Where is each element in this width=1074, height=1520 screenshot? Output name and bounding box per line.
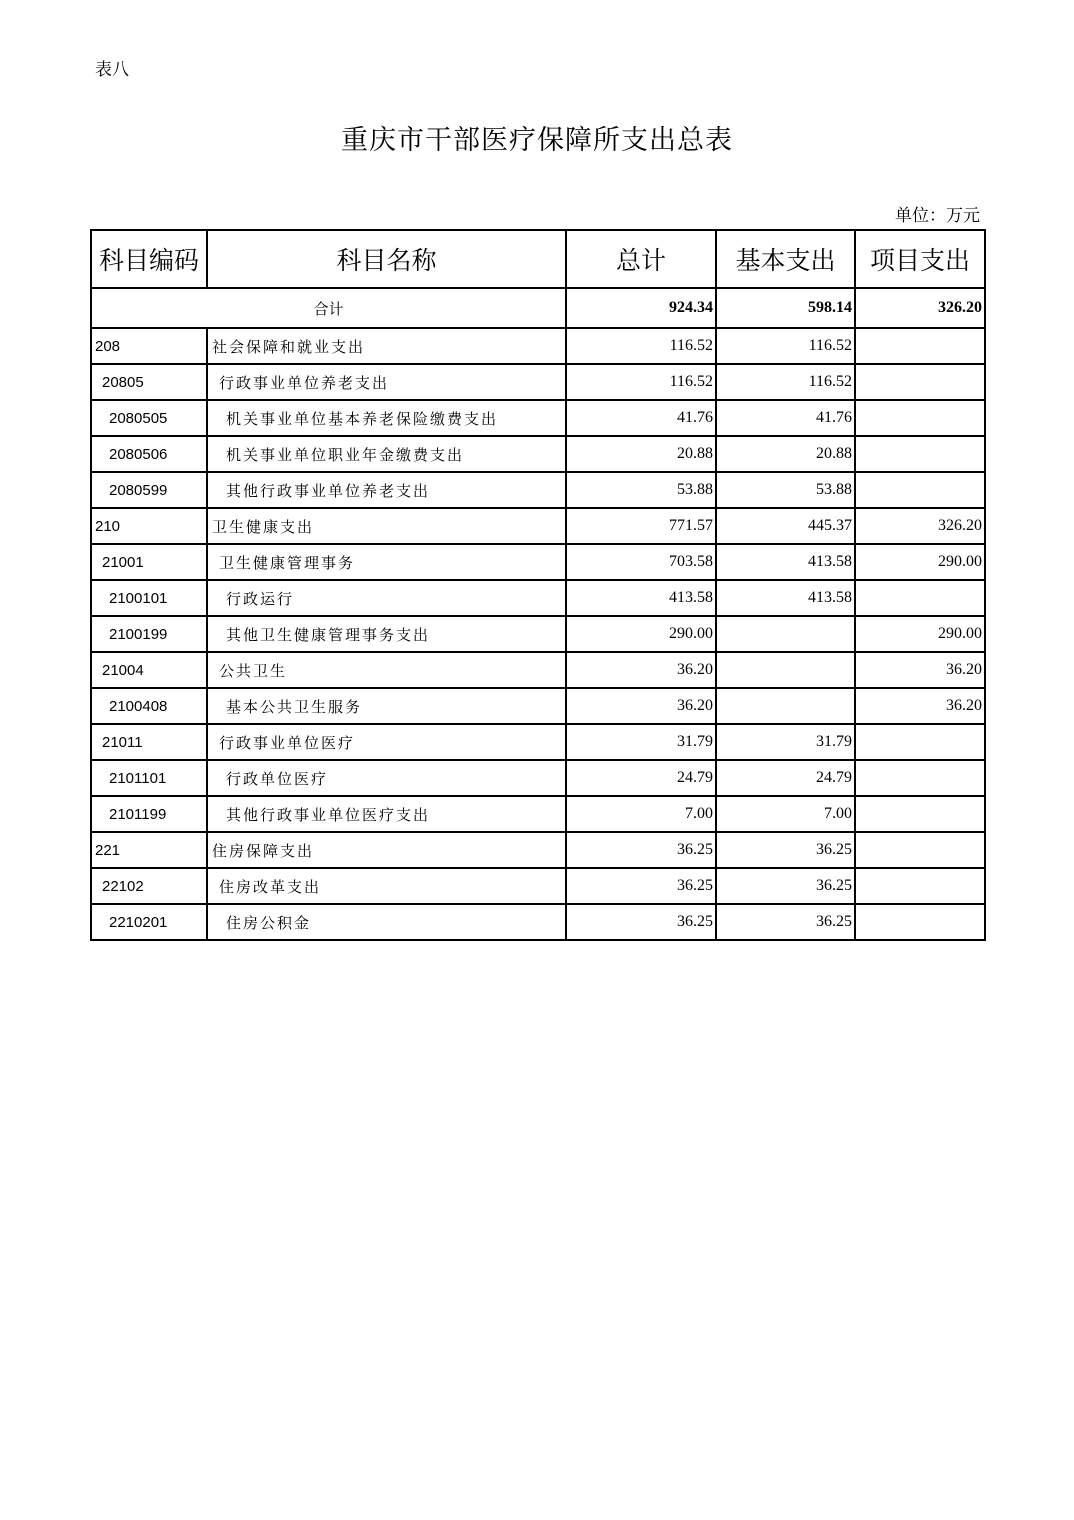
table-row [91,832,985,868]
row-code: 22102 [91,868,207,904]
row-total: 771.57 [566,508,716,544]
row-name: 机关事业单位基本养老保险缴费支出 [207,400,566,436]
header-total: 总计 [566,230,716,288]
row-name: 住房保障支出 [207,832,566,868]
row-basic: 36.25 [716,832,855,868]
row-total: 36.25 [566,868,716,904]
row-project [855,832,985,868]
row-basic: 116.52 [716,364,855,400]
table-row [91,868,985,904]
row-project: 36.20 [855,688,985,724]
row-basic: 24.79 [716,760,855,796]
row-total: 36.25 [566,904,716,940]
row-basic: 116.52 [716,328,855,364]
row-code: 2080506 [91,436,207,472]
row-code: 20805 [91,364,207,400]
page-title: 重庆市干部医疗保障所支出总表 [341,125,733,156]
row-name: 行政运行 [207,580,566,616]
table-row [91,760,985,796]
table-row [91,796,985,832]
row-name: 卫生健康管理事务 [207,544,566,580]
row-project [855,328,985,364]
table-row [91,904,985,940]
row-basic: 36.25 [716,868,855,904]
total-label: 合计 [91,288,566,328]
row-name: 行政单位医疗 [207,760,566,796]
row-code: 2101199 [91,796,207,832]
row-name: 其他行政事业单位养老支出 [207,472,566,508]
row-basic [716,616,855,652]
row-basic [716,652,855,688]
row-total: 290.00 [566,616,716,652]
table-row [91,472,985,508]
table-row [91,328,985,364]
row-total: 20.88 [566,436,716,472]
row-total: 24.79 [566,760,716,796]
row-total: 116.52 [566,328,716,364]
row-total: 7.00 [566,796,716,832]
row-total: 703.58 [566,544,716,580]
row-project [855,400,985,436]
row-basic: 445.37 [716,508,855,544]
table-label: 表八 [95,60,129,80]
table-row [91,508,985,544]
row-basic [716,688,855,724]
row-project: 326.20 [855,508,985,544]
total-project: 326.20 [855,288,985,328]
row-project [855,796,985,832]
total-row [91,288,985,328]
row-basic: 413.58 [716,544,855,580]
row-total: 41.76 [566,400,716,436]
row-total: 53.88 [566,472,716,508]
unit-label: 单位：万元 [895,206,980,226]
header-project: 项目支出 [855,230,985,288]
table-row [91,400,985,436]
row-basic: 53.88 [716,472,855,508]
row-basic: 7.00 [716,796,855,832]
table-row [91,616,985,652]
row-project [855,364,985,400]
row-name: 其他卫生健康管理事务支出 [207,616,566,652]
row-basic: 31.79 [716,724,855,760]
table-row [91,436,985,472]
total-basic: 598.14 [716,288,855,328]
row-project: 36.20 [855,652,985,688]
total-total: 924.34 [566,288,716,328]
row-code: 2100199 [91,616,207,652]
row-name: 社会保障和就业支出 [207,328,566,364]
row-code: 2101101 [91,760,207,796]
row-code: 2100101 [91,580,207,616]
row-project [855,436,985,472]
row-name: 行政事业单位医疗 [207,724,566,760]
row-name: 基本公共卫生服务 [207,688,566,724]
row-project [855,724,985,760]
header-basic: 基本支出 [716,230,855,288]
row-total: 36.20 [566,652,716,688]
row-project [855,868,985,904]
row-code: 2080599 [91,472,207,508]
table-row [91,544,985,580]
row-project: 290.00 [855,616,985,652]
row-basic: 36.25 [716,904,855,940]
row-code: 221 [91,832,207,868]
row-name: 卫生健康支出 [207,508,566,544]
row-code: 2080505 [91,400,207,436]
row-name: 其他行政事业单位医疗支出 [207,796,566,832]
row-basic: 20.88 [716,436,855,472]
row-total: 36.20 [566,688,716,724]
row-basic: 41.76 [716,400,855,436]
table-row [91,724,985,760]
header-code: 科目编码 [91,230,207,288]
row-code: 208 [91,328,207,364]
row-name: 公共卫生 [207,652,566,688]
row-name: 机关事业单位职业年金缴费支出 [207,436,566,472]
table-row [91,580,985,616]
row-code: 21001 [91,544,207,580]
table-header-row [91,230,985,288]
row-name: 住房公积金 [207,904,566,940]
row-code: 2100408 [91,688,207,724]
table-row [91,688,985,724]
header-name: 科目名称 [207,230,566,288]
row-name: 住房改革支出 [207,868,566,904]
row-project: 290.00 [855,544,985,580]
table-row [91,364,985,400]
row-total: 36.25 [566,832,716,868]
row-project [855,580,985,616]
row-total: 413.58 [566,580,716,616]
row-total: 31.79 [566,724,716,760]
row-total: 116.52 [566,364,716,400]
row-code: 2210201 [91,904,207,940]
row-name: 行政事业单位养老支出 [207,364,566,400]
row-code: 21004 [91,652,207,688]
row-code: 210 [91,508,207,544]
row-basic: 413.58 [716,580,855,616]
row-project [855,760,985,796]
table-row [91,652,985,688]
expenditure-table [90,229,986,941]
row-code: 21011 [91,724,207,760]
row-project [855,904,985,940]
row-project [855,472,985,508]
